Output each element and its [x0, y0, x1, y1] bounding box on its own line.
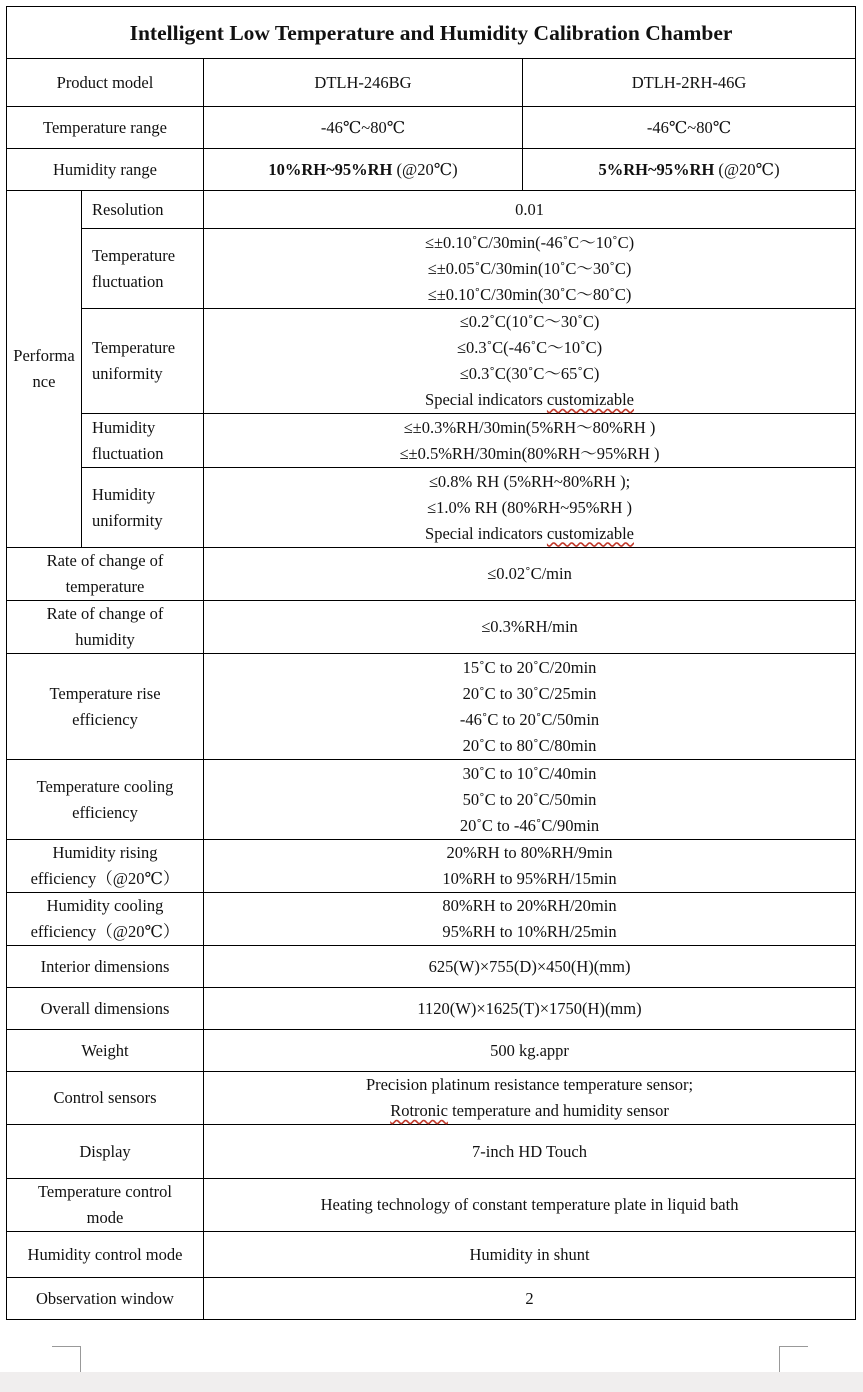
- spec-table: [6, 6, 856, 1320]
- note-text: Special indicators: [425, 390, 547, 409]
- row-temperature-cooling: [7, 760, 856, 840]
- temp-fluct-label-l2: fluctuation: [92, 271, 164, 291]
- label-rate-temperature: [7, 548, 204, 601]
- value-line: ≤0.3˚C(30˚C～65˚C): [459, 364, 600, 383]
- row-temperature-uniformity: [7, 309, 856, 414]
- row-rate-temperature: [7, 548, 856, 601]
- value-temperature-cooling: [204, 760, 856, 840]
- hum-fluct-label-l2: fluctuation: [92, 443, 164, 463]
- hum-cool-label-l2: efficiency（@20℃）: [30, 922, 180, 941]
- sensors-line2-rest: temperature and humidity sensor: [447, 1101, 669, 1120]
- hum-rise-label-l2: efficiency（@20℃）: [30, 869, 180, 888]
- label-humidity-fluctuation: [82, 414, 204, 468]
- value-temperature-uniformity: [204, 309, 856, 414]
- value-line: ≤1.0% RH (80%RH~95%RH ): [427, 497, 632, 517]
- value-temperature-control-mode: Heating technology of constant temperature plate in liquid bath: [204, 1179, 856, 1232]
- temp-unif-label-l1: Temperature: [92, 338, 176, 357]
- value-control-sensors: [204, 1072, 856, 1125]
- label-weight: Weight: [7, 1030, 204, 1072]
- performance-label-line2: nce: [32, 372, 56, 391]
- value-line: 20˚C to 80˚C/80min: [462, 735, 597, 755]
- value-temp-range-b: -46℃~80℃: [523, 107, 856, 149]
- row-weight: [7, 1030, 856, 1072]
- value-resolution: 0.01: [204, 191, 856, 229]
- row-control-sensors: [7, 1072, 856, 1125]
- performance-label-line1: Performa: [13, 346, 75, 365]
- hum-cool-label-l1: Humidity cooling: [46, 896, 164, 915]
- hum-unif-label-l2: uniformity: [92, 510, 163, 530]
- label-humidity-range: Humidity range: [7, 149, 204, 191]
- temp-cool-label-l1: Temperature cooling: [36, 776, 174, 796]
- value-line: ≤±0.10˚C/30min(-46˚C～10˚C): [424, 232, 635, 252]
- sensors-line1: Precision platinum resistance temperature sensor;: [365, 1075, 694, 1094]
- value-line: 20˚C to -46˚C/90min: [459, 815, 600, 835]
- temp-cool-label-l2: efficiency: [72, 802, 138, 822]
- value-humidity-uniformity: [204, 468, 856, 548]
- row-temperature-control-mode: [7, 1179, 856, 1232]
- value-humidity-cooling: [204, 893, 856, 946]
- page-footer-band: [0, 1372, 863, 1392]
- label-observation-window: Observation window: [7, 1278, 204, 1320]
- rate-hum-label-l1: Rate of change of: [46, 604, 164, 623]
- page-corner-mark-left: [52, 1346, 81, 1372]
- label-interior-dimensions: Interior dimensions: [7, 946, 204, 988]
- value-line: 20%RH to 80%RH/9min: [446, 843, 613, 862]
- temp-unif-label-l2: uniformity: [92, 364, 163, 383]
- customizable-note: [208, 387, 851, 413]
- hum-rise-label-l1: Humidity rising: [52, 843, 158, 862]
- value-line: -46˚C to 20˚C/50min: [459, 709, 600, 729]
- hum-unif-label-l1: Humidity: [92, 484, 156, 504]
- row-humidity-fluctuation: [7, 414, 856, 468]
- label-temperature-fluctuation: [82, 229, 204, 309]
- value-temp-range-a: -46℃~80℃: [204, 107, 523, 149]
- value-line: 15˚C to 20˚C/20min: [462, 657, 597, 677]
- label-overall-dimensions: Overall dimensions: [7, 988, 204, 1030]
- label-humidity-rising: [7, 840, 204, 893]
- value-overall-dimensions: 1120(W)×1625(T)×1750(H)(mm): [204, 988, 856, 1030]
- label-performance: [7, 191, 82, 548]
- rate-hum-label-l2: humidity: [75, 630, 135, 649]
- label-display: Display: [7, 1125, 204, 1179]
- temp-rise-label-l1: Temperature rise: [49, 683, 161, 703]
- value-temperature-rise: [204, 654, 856, 760]
- value-line: 50˚C to 20˚C/50min: [462, 789, 597, 809]
- value-line: 80%RH to 20%RH/20min: [442, 896, 617, 915]
- temp-fluct-label-l1: Temperature: [92, 245, 176, 265]
- sensors-brand: Rotronic: [390, 1101, 448, 1120]
- humidity-range-a-bold: 10%RH~95%RH: [268, 159, 393, 179]
- value-model-a: DTLH-246BG: [204, 59, 523, 107]
- value-line: ≤0.3˚C(-46˚C～10˚C): [456, 338, 603, 357]
- sensors-line2: [208, 1098, 851, 1124]
- row-observation-window: [7, 1278, 856, 1320]
- value-interior-dimensions: 625(W)×755(D)×450(H)(mm): [204, 946, 856, 988]
- rate-temp-label-l2: temperature: [65, 577, 145, 596]
- spec-sheet: [6, 6, 855, 1320]
- label-temperature-rise: [7, 654, 204, 760]
- value-rate-humidity: ≤0.3%RH/min: [204, 601, 856, 654]
- humidity-range-a-rest: (@20℃): [392, 159, 458, 179]
- value-weight: 500 kg.appr: [204, 1030, 856, 1072]
- temp-mode-label-l2: mode: [86, 1208, 124, 1227]
- row-product-model: [7, 59, 856, 107]
- customizable-note: [208, 521, 851, 547]
- table-title: Intelligent Low Temperature and Humidity Calibration Chamber: [7, 7, 856, 59]
- label-rate-humidity: [7, 601, 204, 654]
- value-humidity-rising: [204, 840, 856, 893]
- row-humidity-uniformity: [7, 468, 856, 548]
- value-line: ≤±0.05˚C/30min(10˚C～30˚C): [427, 258, 632, 278]
- row-temperature-fluctuation: [7, 229, 856, 309]
- label-humidity-cooling: [7, 893, 204, 946]
- row-display: [7, 1125, 856, 1179]
- row-humidity-range: [7, 149, 856, 191]
- value-humidity-range-b: [523, 149, 856, 191]
- row-temperature-rise: [7, 654, 856, 760]
- hum-fluct-label-l1: Humidity: [92, 417, 156, 437]
- label-product-model: Product model: [7, 59, 204, 107]
- value-line: 30˚C to 10˚C/40min: [462, 763, 597, 783]
- value-temperature-fluctuation: [204, 229, 856, 309]
- label-control-sensors: Control sensors: [7, 1072, 204, 1125]
- humidity-range-b-bold: 5%RH~95%RH: [598, 159, 715, 179]
- value-line: 10%RH to 95%RH/15min: [442, 869, 617, 888]
- label-humidity-uniformity: [82, 468, 204, 548]
- value-model-b: DTLH-2RH-46G: [523, 59, 856, 107]
- note-wavy-text: customizable: [546, 523, 634, 543]
- label-humidity-control-mode: Humidity control mode: [7, 1232, 204, 1278]
- row-humidity-control-mode: [7, 1232, 856, 1278]
- value-humidity-range-a: [204, 149, 523, 191]
- temp-mode-label-l1: Temperature control: [38, 1182, 172, 1201]
- value-line: ≤±0.3%RH/30min(5%RH～80%RH ): [403, 417, 656, 437]
- note-wavy-text: customizable: [546, 390, 634, 409]
- value-line: ≤±0.5%RH/30min(80%RH～95%RH ): [399, 443, 660, 463]
- row-interior-dimensions: [7, 946, 856, 988]
- label-temperature-cooling: [7, 760, 204, 840]
- row-humidity-cooling: [7, 893, 856, 946]
- row-rate-humidity: [7, 601, 856, 654]
- page-corner-mark-right: [779, 1346, 808, 1372]
- value-observation-window: 2: [204, 1278, 856, 1320]
- row-overall-dimensions: [7, 988, 856, 1030]
- value-line: ≤±0.10˚C/30min(30˚C～80˚C): [427, 284, 632, 304]
- label-resolution: Resolution: [82, 191, 204, 229]
- value-display: 7-inch HD Touch: [204, 1125, 856, 1179]
- humidity-range-b-rest: (@20℃): [714, 159, 780, 179]
- value-line: 95%RH to 10%RH/25min: [442, 922, 617, 941]
- row-humidity-rising: [7, 840, 856, 893]
- temp-rise-label-l2: efficiency: [72, 709, 138, 729]
- value-rate-temperature: ≤0.02˚C/min: [204, 548, 856, 601]
- row-temperature-range: [7, 107, 856, 149]
- value-line: 20˚C to 30˚C/25min: [462, 683, 597, 703]
- label-temperature-control-mode: [7, 1179, 204, 1232]
- label-temperature-uniformity: [82, 309, 204, 414]
- value-humidity-fluctuation: [204, 414, 856, 468]
- title-row: [7, 7, 856, 59]
- rate-temp-label-l1: Rate of change of: [46, 551, 164, 570]
- note-text: Special indicators: [425, 523, 547, 543]
- value-humidity-control-mode: Humidity in shunt: [204, 1232, 856, 1278]
- row-resolution: [7, 191, 856, 229]
- value-line: ≤0.2˚C(10˚C～30˚C): [459, 312, 600, 331]
- value-line: ≤0.8% RH (5%RH~80%RH );: [428, 471, 631, 491]
- label-temperature-range: Temperature range: [7, 107, 204, 149]
